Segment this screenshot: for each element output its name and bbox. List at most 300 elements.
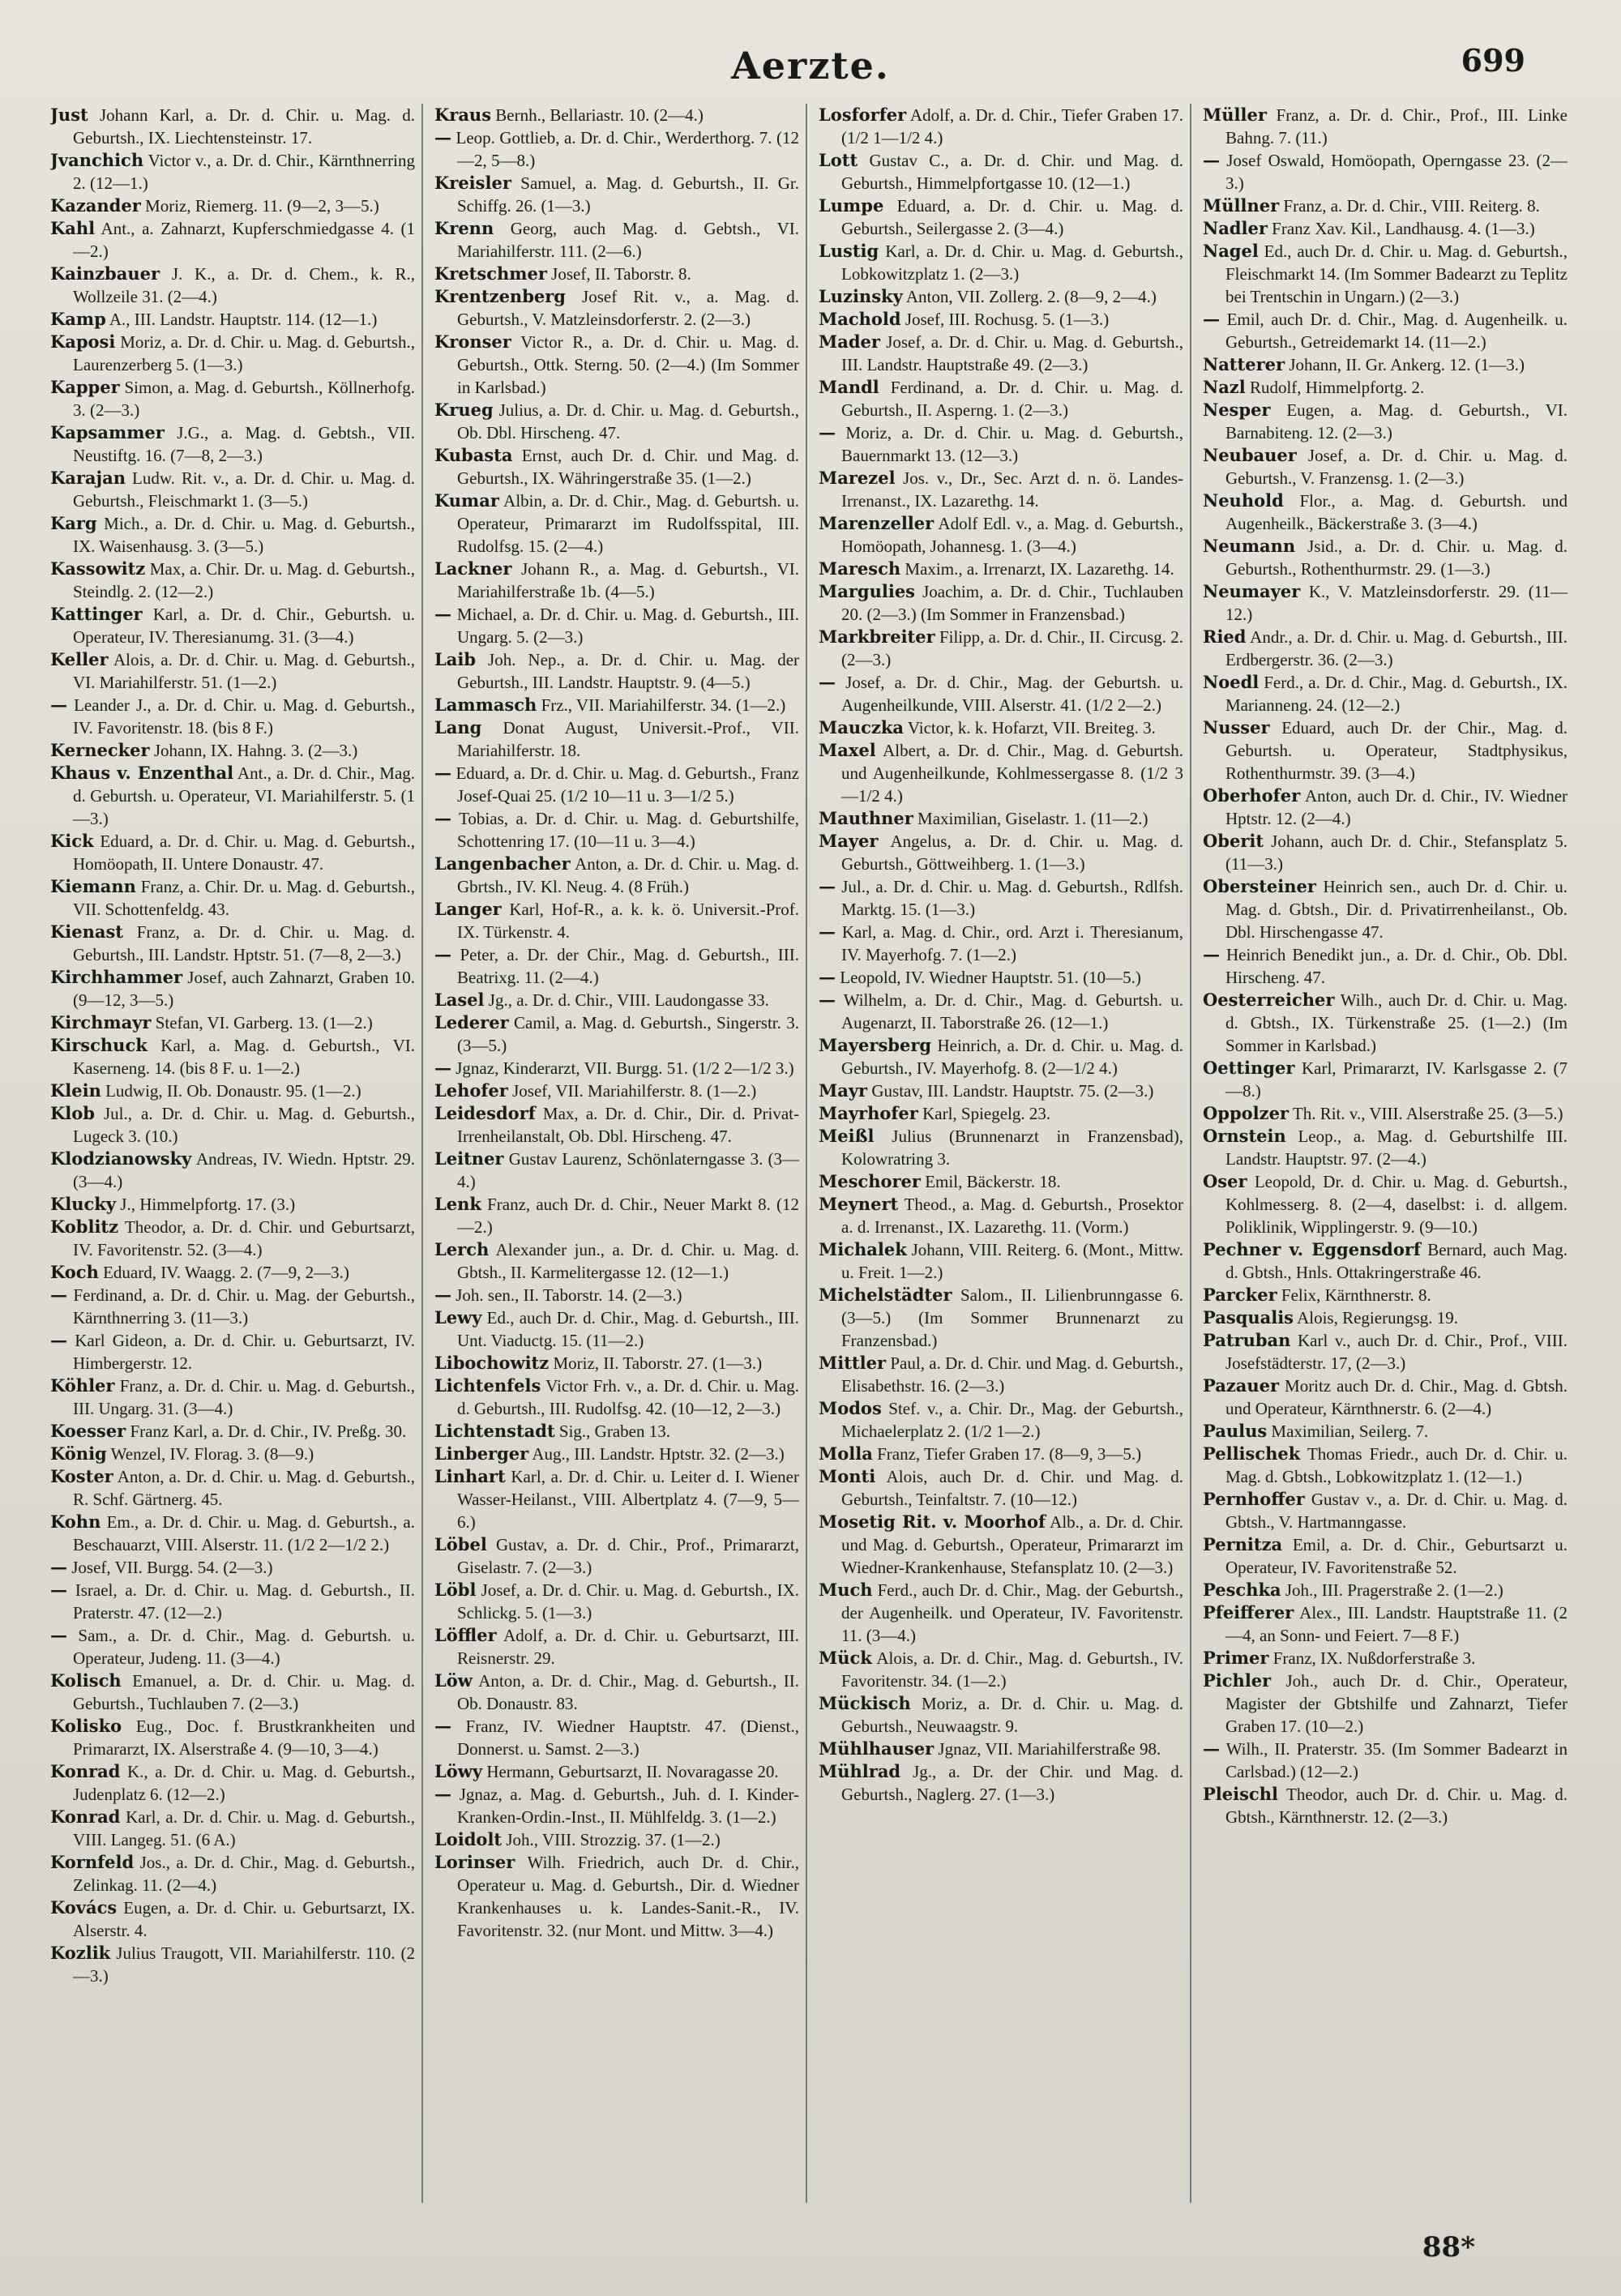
entry-name: Oppolzer xyxy=(1203,1103,1289,1123)
directory-entry xyxy=(1203,1329,1568,1375)
entry-name: Klucky xyxy=(50,1194,117,1214)
entry-name: Mayr xyxy=(819,1080,868,1101)
column-2 xyxy=(434,104,807,2203)
entry-details: Josef, auch Zahnarzt, Graben 10. (9—12, 3—5.) xyxy=(73,968,415,1010)
directory-entry xyxy=(50,1670,415,1715)
entry-name: Kirschuck xyxy=(50,1035,148,1055)
directory-entry xyxy=(50,1579,415,1624)
entry-name: Kassowitz xyxy=(50,558,146,579)
directory-entry xyxy=(50,1760,415,1806)
directory-entry xyxy=(434,285,799,331)
entry-details: Joh., III. Pragerstraße 2. (1—2.) xyxy=(1285,1580,1503,1600)
entry-details: Franz, a. Dr. d. Chir., VIII. Reiterg. 8. xyxy=(1283,196,1540,216)
entry-details: Josef, a. Dr. d. Chir., Mag. der Geburtsh. u. Augenheilkunde, VIII. Alserstr. 41. (1/2 2—2.) xyxy=(841,673,1184,715)
entry-name: Mayrhofer xyxy=(819,1103,918,1123)
entry-name: — xyxy=(50,1285,67,1305)
directory-entry xyxy=(1203,989,1568,1057)
directory-entry xyxy=(819,467,1183,512)
directory-entry xyxy=(1203,217,1568,240)
directory-entry xyxy=(50,149,415,195)
entry-details: Maxim., a. Irrenarzt, IX. Lazarethg. 14. xyxy=(905,559,1174,579)
directory-entry xyxy=(434,1624,799,1670)
entry-details: Paul, a. Dr. d. Chir. und Mag. d. Geburtsh., Elisabethstr. 16. (2—3.) xyxy=(841,1353,1184,1396)
entry-details: Karl, a. Dr. d. Chir., Geburtsh. u. Operateur, IV. Theresianumg. 31. (3—4.) xyxy=(73,605,416,647)
entry-details: Ant., a. Dr. d. Chir., Mag. d. Geburtsh. u. Operateur, VI. Mariahilferstr. 5. (1—3.) xyxy=(73,763,416,828)
entry-name: Parcker xyxy=(1203,1285,1277,1305)
entry-details: Jul., a. Dr. d. Chir. u. Mag. d. Geburtsh., Rdlfsh. Marktg. 15. (1—3.) xyxy=(841,877,1183,919)
directory-entry xyxy=(434,1533,799,1579)
directory-entry xyxy=(50,1511,415,1556)
directory-entry xyxy=(50,1465,415,1511)
entry-details: Karl, a. Dr. d. Chir. u. Mag. d. Geburtsh., Lobkowitzplatz 1. (2—3.) xyxy=(841,242,1184,284)
directory-entry xyxy=(1203,1601,1568,1647)
entry-name: Kretschmer xyxy=(434,263,547,284)
directory-entry xyxy=(819,331,1183,376)
directory-entry xyxy=(434,1420,799,1443)
entry-details: Eduard, IV. Waagg. 2. (7—9, 2—3.) xyxy=(103,1263,349,1282)
entry-name: Karajan xyxy=(50,468,126,488)
entry-name: Keller xyxy=(50,649,109,669)
directory-entry xyxy=(50,1443,415,1465)
entry-details: Ferdinand, a. Dr. d. Chir. u. Mag. d. Geburtsh., II. Asperng. 1. (2—3.) xyxy=(841,378,1184,420)
entry-details: Joh. Nep., a. Dr. d. Chir. u. Mag. der Geburtsh., III. Landstr. Hauptstr. 9. (4—5.) xyxy=(457,650,800,692)
entry-details: Albert, a. Dr. d. Chir., Mag. d. Geburtsh. und Augenheilkunde, Kohlmessergasse 8. (1/2 3—1/2 4.) xyxy=(841,741,1184,806)
entry-details: Karl, Hof-R., a. k. k. ö. Universit.-Prof. IX. Türkenstr. 4. xyxy=(457,900,800,942)
entry-details: Adolf Edl. v., a. Mag. d. Geburtsh., Homöopath, Johannesg. 1. (3—4.) xyxy=(841,514,1184,556)
directory-entry xyxy=(50,1715,415,1760)
directory-entry xyxy=(434,716,799,762)
entry-details: Franz, auch Dr. d. Chir., Neuer Markt 8. (12—2.) xyxy=(457,1195,800,1237)
entry-details: Andreas, IV. Wiedn. Hptstr. 29. (3—4.) xyxy=(73,1149,415,1191)
directory-entry xyxy=(50,694,415,739)
entry-details: Julius (Brunnenarzt in Franzensbad), Kolowratring 3. xyxy=(841,1127,1183,1169)
entry-name: Oberhofer xyxy=(1203,785,1301,806)
entry-details: Emanuel, a. Dr. d. Chir. u. Mag. d. Geburtsh., Tuchlauben 7. (2—3.) xyxy=(73,1671,415,1713)
directory-entry xyxy=(1203,1488,1568,1533)
directory-entry xyxy=(819,1193,1183,1238)
entry-details: Thomas Friedr., auch Dr. d. Chir. u. Mag. d. Gbtsh., Lobkowitzplatz 1. (12—1.) xyxy=(1225,1444,1568,1486)
directory-entry xyxy=(434,217,799,263)
entry-details: Salom., II. Lilienbrunngasse 6. (3—5.) (Im Sommer Brunnenarzt zu Franzensbad.) xyxy=(841,1285,1184,1350)
entry-name: Nadler xyxy=(1203,218,1268,238)
entry-name: Machold xyxy=(819,309,901,329)
column-3 xyxy=(819,104,1191,2203)
entry-name: Kolisko xyxy=(50,1716,122,1736)
directory-entry xyxy=(1203,1375,1568,1420)
entry-details: Joh., auch Dr. d. Chir., Operateur, Magister der Gbtshilfe und Zahnarzt, Tiefer Graben 17. (10—2.) xyxy=(1225,1671,1568,1736)
entry-details: Andr., a. Dr. d. Chir. u. Mag. d. Geburtsh., III. Erdbergerstr. 36. (2—3.) xyxy=(1225,627,1568,669)
directory-entry xyxy=(434,898,799,943)
entry-name: Kolisch xyxy=(50,1670,122,1691)
entry-details: Camil, a. Mag. d. Geburtsh., Singerstr. 3. (3—5.) xyxy=(457,1013,799,1055)
entry-details: Anton, a. Dr. d. Chir. u. Mag. d. Gbrtsh., IV. Kl. Neug. 4. (8 Früh.) xyxy=(457,854,799,896)
entry-name: Maresch xyxy=(819,558,901,579)
entry-name: Pfeifferer xyxy=(1203,1602,1294,1623)
entry-name: Marezel xyxy=(819,468,896,488)
section-title: Aerzte. xyxy=(731,44,890,88)
entry-name: Lichtenfels xyxy=(434,1375,541,1396)
entry-name: Löwy xyxy=(434,1761,483,1781)
entry-name: Nazl xyxy=(1203,377,1246,397)
entry-details: Flor., a. Mag. d. Geburtsh. und Augenheilk., Bäckerstraße 3. (3—4.) xyxy=(1225,491,1568,533)
directory-entry xyxy=(50,512,415,558)
entry-name: — xyxy=(50,1625,67,1645)
entry-details: Karl, a. Mag. d. Geburtsh., VI. Kaserneng. 14. (bis 8 F. u. 1—2.) xyxy=(73,1036,415,1078)
entry-name: Kaposi xyxy=(50,331,116,352)
entry-details: Josef, II. Taborstr. 8. xyxy=(551,264,691,284)
entry-name: — xyxy=(50,1580,67,1600)
directory-entry xyxy=(819,1170,1183,1193)
directory-entry xyxy=(50,308,415,331)
directory-entry xyxy=(434,853,799,898)
entry-name: — xyxy=(434,808,451,828)
directory-entry xyxy=(50,966,415,1011)
directory-entry xyxy=(1203,943,1568,989)
entry-name: Lewy xyxy=(434,1307,482,1328)
entry-details: Stefan, VI. Garberg. 13. (1—2.) xyxy=(155,1013,373,1033)
directory-entry xyxy=(434,331,799,399)
directory-entry xyxy=(819,875,1183,921)
entry-details: Jg., a. Dr. der Chir. und Mag. d. Geburtsh., Naglerg. 27. (1—3.) xyxy=(841,1762,1184,1804)
entry-details: Jos. v., Dr., Sec. Arzt d. n. ö. Landes-Irrenanst., IX. Lazarethg. 14. xyxy=(841,468,1184,511)
entry-details: J.G., a. Mag. d. Gebtsh., VII. Neustiftg. 16. (7—8, 2—3.) xyxy=(73,423,416,465)
entry-details: Ferd., a. Dr. d. Chir., Mag. d. Geburtsh., IX. Marianneng. 24. (12—2.) xyxy=(1225,673,1568,715)
directory-entry xyxy=(819,1692,1183,1738)
entry-details: Eugen, a. Mag. d. Geburtsh., VI. Barnabiteng. 12. (2—3.) xyxy=(1225,400,1568,443)
entry-name: Mückisch xyxy=(819,1693,911,1713)
directory-entry xyxy=(434,943,799,989)
entry-details: Anton, VII. Zollerg. 2. (8—9, 2—4.) xyxy=(905,287,1157,306)
entry-details: Ed., auch Dr. d. Chir. u. Mag. d. Geburtsh., Fleischmarkt 14. (Im Sommer Badearzt zu Teplitz bei Trentschin in Ungarn.) (2—3.) xyxy=(1225,242,1568,306)
directory-entry xyxy=(819,1352,1183,1397)
entry-name: Koster xyxy=(50,1466,113,1486)
directory-entry xyxy=(1203,149,1568,195)
entry-name: Lenk xyxy=(434,1194,481,1214)
directory-entry xyxy=(819,1125,1183,1170)
directory-entry xyxy=(819,285,1183,308)
entry-details: Leander J., a. Dr. d. Chir. u. Mag. d. Geburtsh., IV. Favoritenstr. 18. (bis 8 F.) xyxy=(73,695,416,738)
entry-name: Meynert xyxy=(819,1194,899,1214)
entry-details: Ferdinand, a. Dr. d. Chir. u. Mag. der Geburtsh., Kärnthnerring 3. (11—3.) xyxy=(73,1285,415,1328)
entry-name: Löbel xyxy=(434,1534,487,1554)
directory-entry xyxy=(434,1579,799,1624)
directory-entry xyxy=(819,1034,1183,1080)
directory-entry xyxy=(819,308,1183,331)
directory-entry xyxy=(50,1851,415,1896)
entry-details: Victor R., a. Dr. d. Chir. u. Mag. d. Geburtsh., Ottk. Sterng. 50. (2—4.) (Im Sommer in Karlsbad.) xyxy=(457,332,800,397)
directory-entry xyxy=(434,490,799,558)
directory-entry xyxy=(819,580,1183,626)
entry-name: Kattinger xyxy=(50,604,143,624)
entry-details: Jg., a. Dr. d. Chir., VIII. Laudongasse 33. xyxy=(488,990,769,1010)
entry-details: Alb., a. Dr. d. Chir. und Mag. d. Geburtsh., Operateur, Primararzt im Wiedner-Krankenhause, Stefansplatz 10. (2—3.) xyxy=(841,1512,1183,1577)
entry-name: Primer xyxy=(1203,1648,1269,1668)
entry-details: Israel, a. Dr. d. Chir. u. Mag. d. Geburtsh., II. Praterstr. 47. (12—2.) xyxy=(73,1580,415,1623)
directory-entry xyxy=(1203,353,1568,376)
directory-entry xyxy=(1203,1647,1568,1670)
directory-entry xyxy=(1203,399,1568,444)
directory-entry xyxy=(819,1579,1183,1647)
directory-entry xyxy=(434,1851,799,1942)
entry-details: Emil, a. Dr. d. Chir., Geburtsarzt u. Operateur, IV. Favoritenstraße 52. xyxy=(1225,1535,1568,1577)
directory-entry xyxy=(434,1193,799,1238)
page-footer xyxy=(0,2223,1621,2264)
entry-name: Kreisler xyxy=(434,173,511,193)
entry-name: Konrad xyxy=(50,1806,121,1827)
signature-mark: 88* xyxy=(1422,2231,1475,2264)
entry-details: Karl Gideon, a. Dr. d. Chir. u. Geburtsarzt, IV. Himbergerstr. 12. xyxy=(73,1331,415,1373)
entry-name: Neumann xyxy=(1203,536,1296,556)
entry-details: Em., a. Dr. d. Chir. u. Mag. d. Geburtsh., a. Beschauarzt, VIII. Alserstr. 11. (1/2 2—1/2 2.) xyxy=(73,1512,416,1554)
directory-entry xyxy=(819,671,1183,716)
entry-name: Kapsammer xyxy=(50,422,165,443)
directory-entry xyxy=(50,1034,415,1080)
entry-name: Kumar xyxy=(434,490,499,511)
directory-entry xyxy=(1203,785,1568,830)
entry-name: Lerch xyxy=(434,1239,490,1259)
directory-entry xyxy=(50,1329,415,1375)
entry-name: Kornfeld xyxy=(50,1852,135,1872)
entry-name: Jvanchich xyxy=(50,150,144,170)
directory-entry xyxy=(434,1352,799,1375)
directory-entry xyxy=(434,1443,799,1465)
entry-name: Pazauer xyxy=(1203,1375,1280,1396)
entry-name: Langer xyxy=(434,899,502,919)
entry-name: Laib xyxy=(434,649,477,669)
entry-details: Stef. v., a. Chir. Dr., Mag. der Geburtsh., Michaelerplatz 2. (1/2 1—2.) xyxy=(841,1399,1183,1441)
entry-name: König xyxy=(50,1443,107,1464)
entry-name: Kainzbauer xyxy=(50,263,160,284)
entry-details: Alois, a. Dr. d. Chir. u. Mag. d. Geburtsh., VI. Mariahilferstr. 51. (1—2.) xyxy=(73,650,416,692)
entry-name: Michalek xyxy=(819,1239,907,1259)
directory-entry xyxy=(50,1216,415,1261)
entry-name: Maxel xyxy=(819,740,876,760)
entry-details: Jgnaz, a. Mag. d. Geburtsh., Juh. d. I. Kinder-Kranken-Ordin.-Inst., II. Mühlfeldg. 3. (1—2.) xyxy=(457,1785,800,1827)
entry-details: Joachim, a. Dr. d. Chir., Tuchlauben 20. (2—3.) (Im Sommer in Franzensbad.) xyxy=(841,582,1183,624)
entry-name: — xyxy=(819,990,836,1010)
entry-details: Leop. Gottlieb, a. Dr. d. Chir., Werderthorg. 7. (12—2, 5—8.) xyxy=(456,128,799,170)
entry-details: Leopold, IV. Wiedner Hauptstr. 51. (10—5.) xyxy=(840,968,1141,987)
entry-details: Karl, a. Dr. d. Chir. u. Mag. d. Geburtsh., VIII. Langeg. 51. (6 A.) xyxy=(73,1807,415,1849)
entry-details: Moriz, II. Taborstr. 27. (1—3.) xyxy=(553,1353,763,1373)
entry-name: — xyxy=(1203,944,1220,964)
entry-details: Peter, a. Dr. der Chir., Mag. d. Geburtsh., III. Beatrixg. 11. (2—4.) xyxy=(457,945,800,987)
entry-name: Pleischl xyxy=(1203,1784,1278,1804)
entry-details: Johann, II. Gr. Ankerg. 12. (1—3.) xyxy=(1289,355,1525,374)
entry-name: Kahl xyxy=(50,218,96,238)
directory-entry xyxy=(819,376,1183,421)
entry-name: Leidesdorf xyxy=(434,1103,536,1123)
entry-details: Leop., a. Mag. d. Geburtshilfe III. Landstr. Hauptstr. 97. (2—4.) xyxy=(1225,1127,1568,1169)
entry-name: Lichtenstadt xyxy=(434,1421,555,1441)
entry-details: Johann Karl, a. Dr. d. Chir. u. Mag. d. Geburtsh., IX. Liechtensteinstr. 17. xyxy=(73,105,415,148)
directory-entry xyxy=(50,1193,415,1216)
directory-entry xyxy=(819,149,1183,195)
directory-entry xyxy=(434,399,799,444)
entry-name: Lorinser xyxy=(434,1852,515,1872)
directory-entry xyxy=(1203,104,1568,149)
entry-details: Eduard, a. Dr. d. Chir. u. Mag. d. Geburtsh., Seilergasse 2. (3—4.) xyxy=(841,196,1184,238)
directory-entry xyxy=(50,217,415,263)
directory-entry xyxy=(50,1806,415,1851)
directory-entry xyxy=(50,1080,415,1102)
entry-details: Karl, a. Mag. d. Chir., ord. Arzt i. Theresianum, IV. Mayerhofg. 7. (1—2.) xyxy=(841,922,1183,964)
directory-entry xyxy=(434,172,799,217)
directory-entry xyxy=(434,1783,799,1828)
directory-entry xyxy=(50,1011,415,1034)
entry-details: Donat August, Universit.-Prof., VII. Mariahilferstr. 18. xyxy=(457,718,799,760)
entry-details: Johann, auch Dr. d. Chir., Stefansplatz 5. (11—3.) xyxy=(1225,832,1568,874)
directory-entry xyxy=(434,603,799,648)
entry-name: Pernitza xyxy=(1203,1534,1283,1554)
entry-name: Ried xyxy=(1203,626,1247,647)
entry-details: Victor v., a. Dr. d. Chir., Kärnthnerring 2. (12—1.) xyxy=(73,151,415,193)
directory-entry xyxy=(1203,240,1568,308)
entry-details: Johann, VIII. Reiterg. 6. (Mont., Mittw. u. Freit. 1—2.) xyxy=(841,1240,1184,1282)
entry-name: Loidolt xyxy=(434,1829,503,1849)
entry-details: Joh. sen., II. Taborstr. 14. (2—3.) xyxy=(456,1285,682,1305)
entry-details: Bernard, auch Mag. d. Gbtsh., Hnls. Ottakringerstraße 46. xyxy=(1225,1240,1568,1282)
entry-name: Monti xyxy=(819,1466,876,1486)
entry-details: Georg, auch Mag. d. Gebtsh., VI. Mariahilferstr. 111. (2—6.) xyxy=(457,219,799,261)
directory-entry xyxy=(819,1511,1183,1579)
entry-name: — xyxy=(434,944,451,964)
entry-name: Koesser xyxy=(50,1421,126,1441)
entry-details: Franz, a. Dr. d. Chir. u. Mag. d. Geburtsh., III. Landstr. Hptstr. 51. (7—8, 2—3.) xyxy=(73,922,415,964)
entry-name: Molla xyxy=(819,1443,873,1464)
directory-entry xyxy=(434,444,799,490)
entry-details: Karl, a. Dr. d. Chir. u. Leiter d. I. Wiener Wasser-Heilanst., VIII. Albertplatz 4. (7—9, 5—6.) xyxy=(457,1467,799,1532)
entry-details: Franz, IX. Nußdorferstraße 3. xyxy=(1272,1648,1476,1668)
entry-details: Jgnaz, Kinderarzt, VII. Burgg. 51. (1/2 2—1/2 3.) xyxy=(456,1058,794,1078)
directory-entry xyxy=(50,1896,415,1942)
entry-name: Klodzianowsky xyxy=(50,1148,192,1169)
entry-name: Kiemann xyxy=(50,876,136,896)
entry-name: Luzinsky xyxy=(819,286,903,306)
entry-details: Ed., auch Dr. d. Chir., Mag. d. Geburtsh., III. Unt. Viaductg. 15. (11—2.) xyxy=(457,1308,799,1350)
directory-entry xyxy=(50,603,415,648)
entry-name: Mauczka xyxy=(819,717,904,738)
directory-entry xyxy=(1203,1783,1568,1828)
entry-name: Lammasch xyxy=(434,695,537,715)
entry-details: Rudolf, Himmelpfortg. 2. xyxy=(1249,378,1425,397)
entry-name: Kronser xyxy=(434,331,511,352)
entry-details: Ludw. Rit. v., a. Dr. d. Chir. u. Mag. d. Geburtsh., Fleischmarkt 1. (3—5.) xyxy=(73,468,415,511)
entry-details: Franz, Tiefer Graben 17. (8—9, 3—5.) xyxy=(877,1444,1142,1464)
entry-details: Aug., III. Landstr. Hptstr. 32. (2—3.) xyxy=(532,1444,785,1464)
directory-entry xyxy=(434,1057,799,1080)
entry-name: Oettinger xyxy=(1203,1058,1295,1078)
entry-name: Mittler xyxy=(819,1353,887,1373)
directory-entry xyxy=(819,1397,1183,1443)
directory-entry xyxy=(819,195,1183,240)
entry-details: Joh., VIII. Strozzig. 37. (1—2.) xyxy=(506,1830,721,1849)
entry-name: Konrad xyxy=(50,1761,121,1781)
directory-entry xyxy=(434,1284,799,1306)
entry-details: Ludwig, II. Ob. Donaustr. 95. (1—2.) xyxy=(105,1081,361,1101)
entry-details: Victor Frh. v., a. Dr. d. Chir. u. Mag. d. Geburtsh., III. Rudolfsg. 42. (10—12, 2—3.) xyxy=(457,1376,799,1418)
directory-entry xyxy=(434,1760,799,1783)
directory-entry xyxy=(50,648,415,694)
directory-entry xyxy=(50,421,415,467)
entry-details: Leopold, Dr. d. Chir. u. Mag. d. Geburtsh., Kohlmesserg. 8. (2—4, daselbst: i. d. allgem. Poliklinik, Wipplingerstr. 9. (9—10.) xyxy=(1225,1172,1568,1237)
entry-details: Samuel, a. Mag. d. Geburtsh., II. Gr. Schiffg. 26. (1—3.) xyxy=(457,173,799,216)
entry-details: Wilh., II. Praterstr. 35. (Im Sommer Badearzt in Carlsbad.) (12—2.) xyxy=(1225,1739,1568,1781)
entry-details: Heinrich, a. Dr. d. Chir. u. Mag. d. Geburtsh., IV. Mayerhofg. 8. (2—1/2 4.) xyxy=(841,1036,1183,1078)
directory-entry xyxy=(434,807,799,853)
entry-name: Löbl xyxy=(434,1580,477,1600)
directory-entry xyxy=(434,1080,799,1102)
entry-name: Lang xyxy=(434,717,482,738)
entry-name: Meißl xyxy=(819,1126,875,1146)
entry-name: Kick xyxy=(50,831,94,851)
entry-details: Wilh., auch Dr. d. Chir. u. Mag. d. Gbtsh., IX. Türkenstraße 25. (1—2.) (Im Sommer in Karlsbad.) xyxy=(1225,990,1568,1055)
directory-entry xyxy=(819,1647,1183,1692)
directory-entry xyxy=(434,1715,799,1760)
entry-details: Moriz, a. Dr. d. Chir. u. Mag. d. Geburtsh., Laurenzerberg 5. (1—3.) xyxy=(73,332,416,374)
entry-name: — xyxy=(1203,150,1220,170)
entry-details: Maximilian, Seilerg. 7. xyxy=(1271,1422,1429,1441)
column-4 xyxy=(1203,104,1574,2203)
entry-name: Pichler xyxy=(1203,1670,1272,1691)
directory-entry xyxy=(434,1828,799,1851)
entry-name: Krueg xyxy=(434,400,494,420)
directory-entry xyxy=(434,1670,799,1715)
directory-entry xyxy=(1203,1420,1568,1443)
directory-entry xyxy=(1203,716,1568,785)
directory-entry xyxy=(434,1102,799,1148)
entry-details: Max, a. Chir. Dr. u. Mag. d. Geburtsh., Steindlg. 2. (12—2.) xyxy=(73,559,415,601)
directory-entry xyxy=(1203,444,1568,490)
directory-entry xyxy=(50,830,415,875)
entry-details: Bernh., Bellariastr. 10. (2—4.) xyxy=(495,105,704,125)
directory-entry xyxy=(50,739,415,762)
directory-entry xyxy=(819,1284,1183,1352)
entry-name: — xyxy=(819,876,836,896)
entry-details: Emil, auch Dr. d. Chir., Mag. d. Augenheilk. u. Geburtsh., Getreidemarkt 14. (11—2.) xyxy=(1225,310,1568,352)
entry-name: Löw xyxy=(434,1670,473,1691)
entry-name: Langenbacher xyxy=(434,853,571,874)
entry-name: Krenn xyxy=(434,218,494,238)
entry-name: Klob xyxy=(50,1103,95,1123)
entry-name: Lustig xyxy=(819,241,879,261)
entry-details: Wilhelm, a. Dr. d. Chir., Mag. d. Geburtsh. u. Augenarzt, II. Taborstraße 26. (12—1.) xyxy=(841,990,1184,1033)
entry-details: Theod., a. Mag. d. Geburtsh., Prosektor a. d. Irrenanst., IX. Lazarethg. 11. (Vorm.) xyxy=(841,1195,1183,1237)
entry-name: Michelstädter xyxy=(819,1285,952,1305)
entry-details: J. K., a. Dr. d. Chem., k. R., Wollzeile 31. (2—4.) xyxy=(73,264,416,306)
directory-entry xyxy=(819,1080,1183,1102)
entry-details: Michael, a. Dr. d. Chir. u. Mag. d. Geburtsh., III. Ungarg. 5. (2—3.) xyxy=(456,605,800,647)
directory-entry xyxy=(434,762,799,807)
entry-details: Anton, auch Dr. d. Chir., IV. Wiedner Hptstr. 12. (2—4.) xyxy=(1225,786,1568,828)
entry-name: Margulies xyxy=(819,581,916,601)
entry-name: Natterer xyxy=(1203,354,1285,374)
directory-entry xyxy=(434,1011,799,1057)
entry-details: Josef, III. Rochusg. 5. (1—3.) xyxy=(905,310,1110,329)
directory-entry xyxy=(434,648,799,694)
entry-details: Albin, a. Dr. d. Chir., Mag. d. Geburtsh. u. Operateur, Primararzt im Rudolfsspital, III. Rudolfsg. 15. (2—4.) xyxy=(457,491,799,556)
directory-entry xyxy=(434,104,799,126)
entry-name: Nusser xyxy=(1203,717,1270,738)
entry-name: Kubasta xyxy=(434,445,513,465)
directory-entry xyxy=(50,762,415,830)
entry-details: Ant., a. Zahnarzt, Kupferschmiedgasse 4. (1—2.) xyxy=(73,219,416,261)
entry-details: Josef, VII. Mariahilferstr. 8. (1—2.) xyxy=(512,1081,757,1101)
entry-name: — xyxy=(819,672,836,692)
directory-entry xyxy=(50,331,415,376)
directory-entry xyxy=(1203,490,1568,535)
entry-details: Ernst, auch Dr. d. Chir. und Mag. d. Geburtsh., IX. Währingerstraße 35. (1—2.) xyxy=(457,446,799,488)
